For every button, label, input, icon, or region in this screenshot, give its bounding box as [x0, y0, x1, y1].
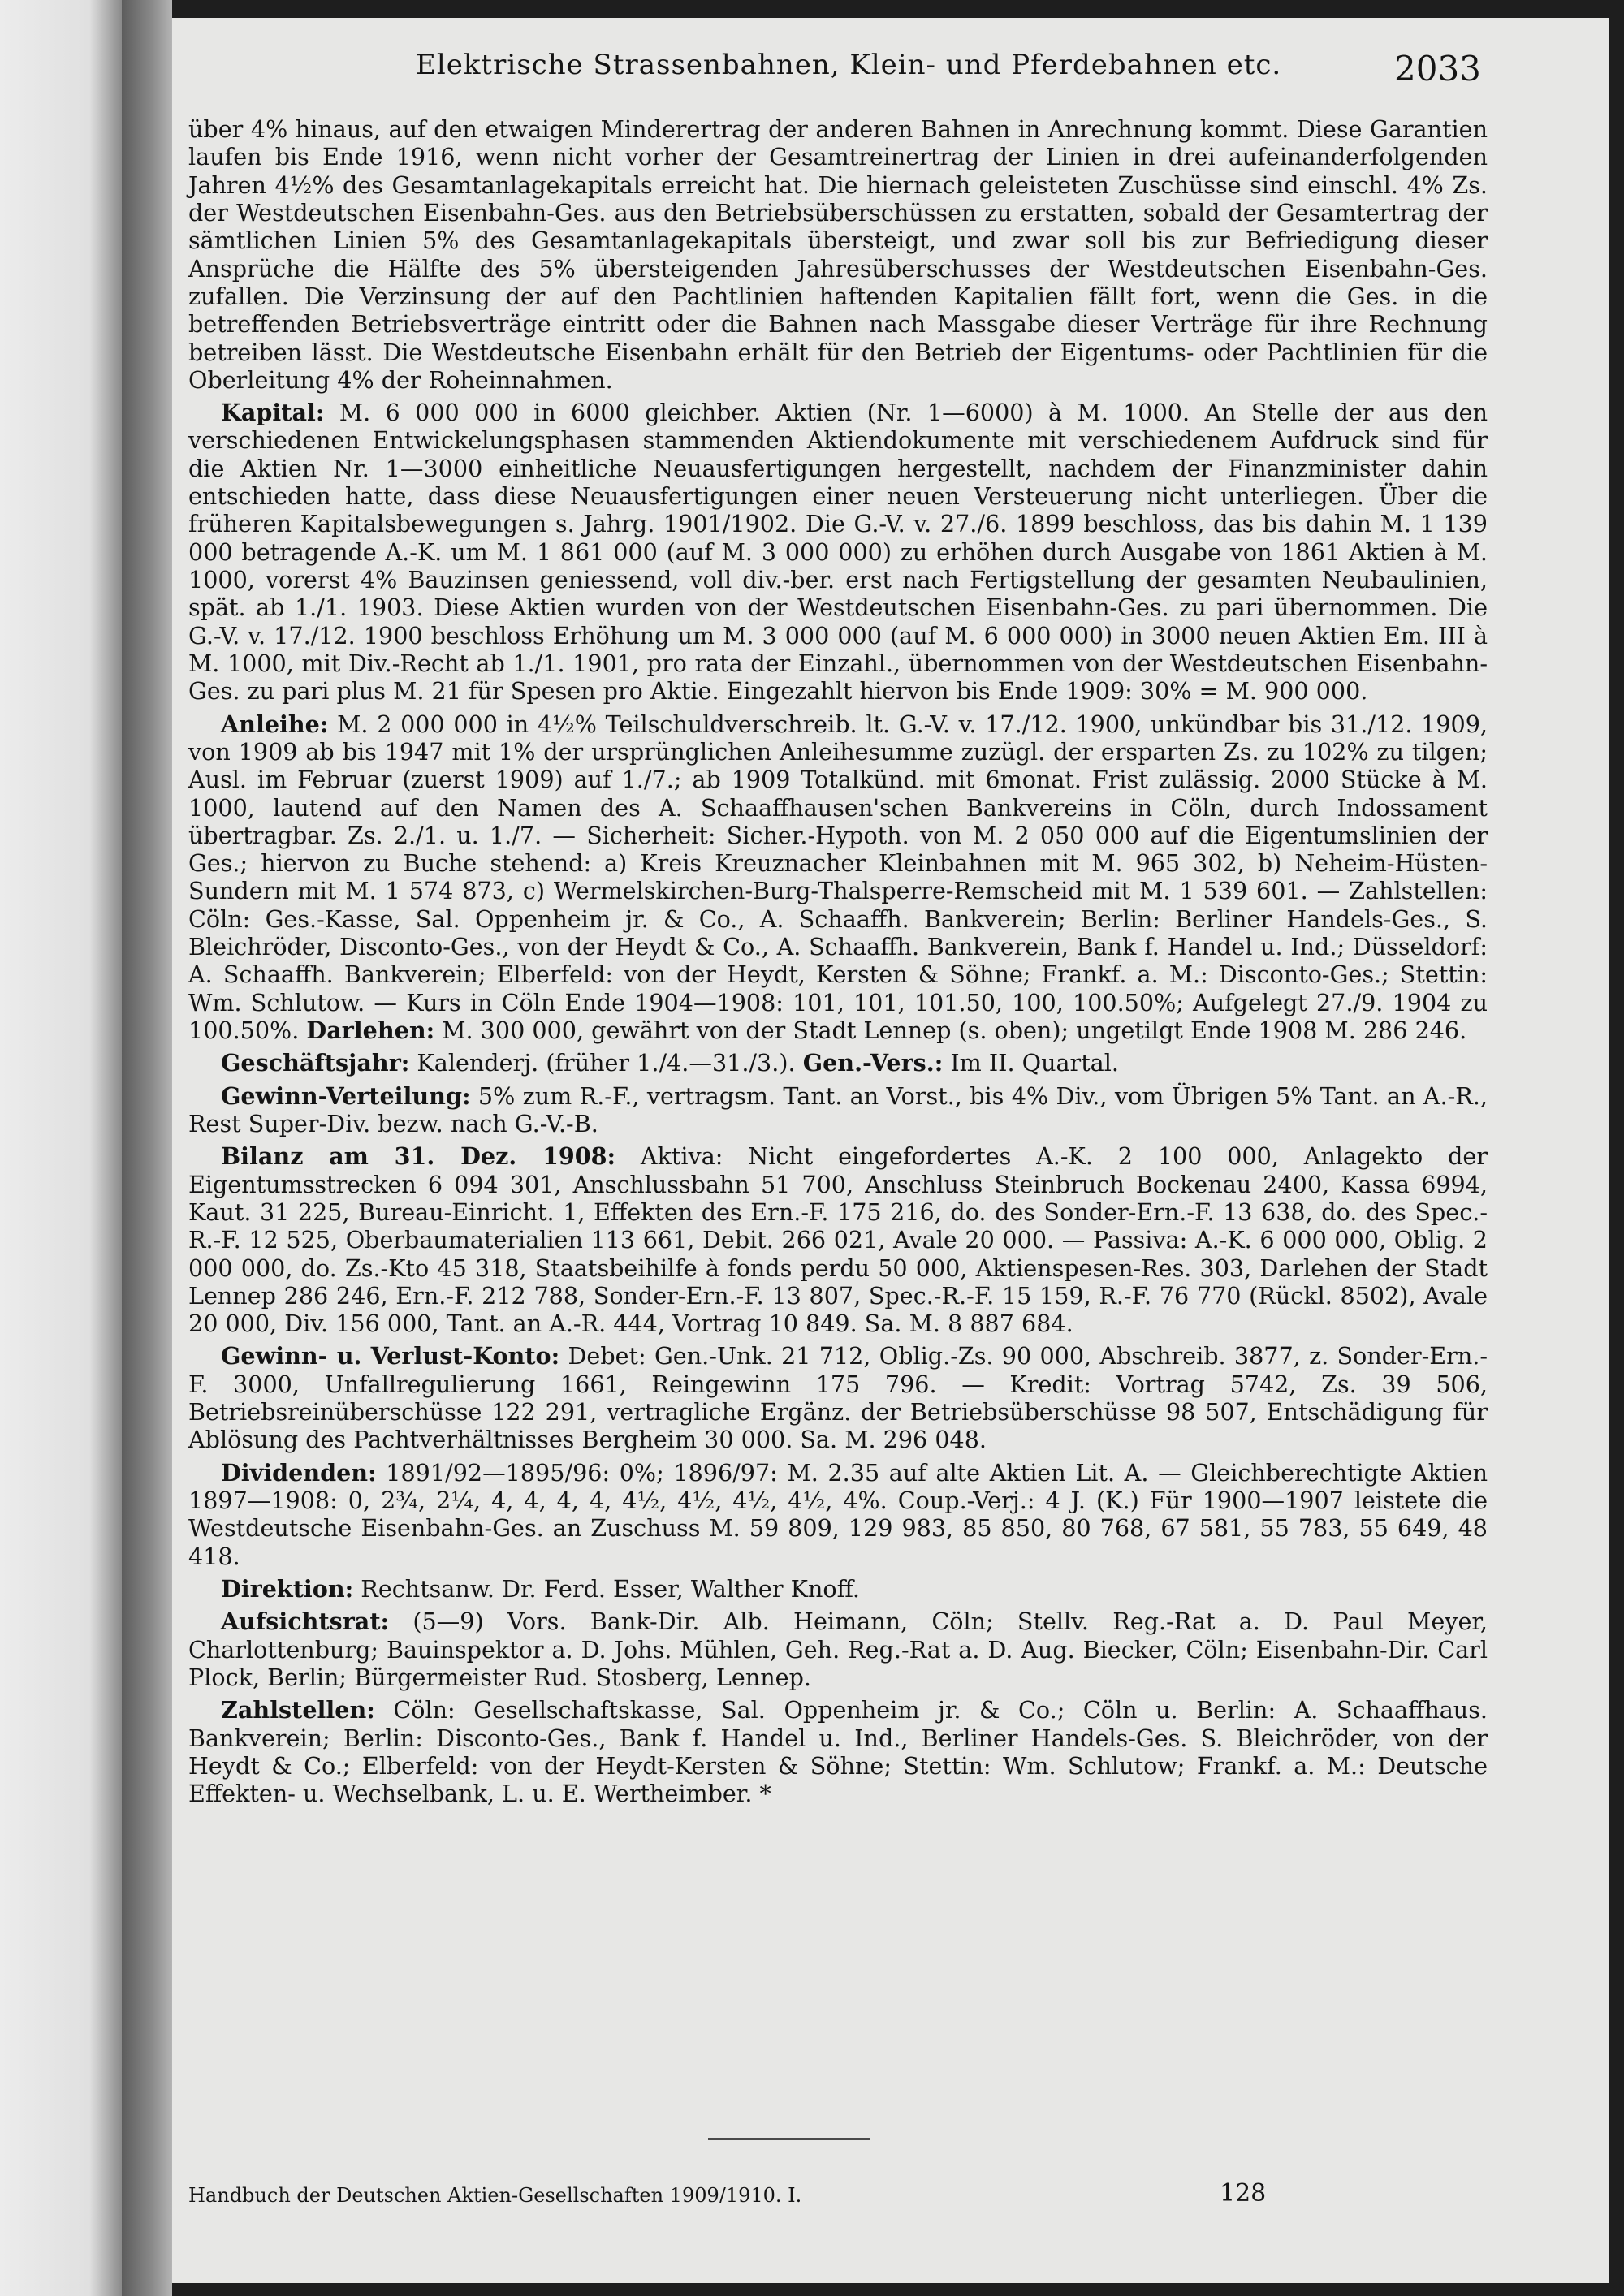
zahlstellen-paragraph: [188, 1696, 1488, 1807]
article-body: [188, 115, 1488, 1812]
page-number: 2033: [1394, 49, 1481, 88]
running-title: Elektrische Strassenbahnen, Klein- und Pferdebahnen etc.: [416, 49, 1282, 81]
footer-rule: [708, 2138, 870, 2140]
direktion-paragraph: [188, 1575, 1488, 1603]
footer-book-title: Handbuch der Deutschen Aktien-Gesellschaften 1909/1910. I.: [188, 2184, 802, 2207]
page-header: [172, 49, 1609, 97]
gewinnverteilung-term: Gewinn-Verteilung:: [221, 1081, 471, 1110]
gewinnverlust-paragraph: [188, 1342, 1488, 1453]
anleihe-text: M. 2 000 000 in 4½% Teilschuldverschreib. lt. G.-V. v. 17./12. 1900, unkündbar bis 31./12. 1909, von 1909 ab bis 1947 mit 1% der ursprünglichen Anleihesumme zuzügl. der ersparten Zs. zu 102% zu tilgen; Ausl. im Februar (zuerst 1909) auf 1./7.; ab 1909 Totalkünd. mit 6monat. Frist zulässig. 2000 Stücke à M. 1000, lautend auf den Namen des A. Schaaffhausen'schen Bankvereins in Cöln, durch Indossament übertragbar. Zs. 2./1. u. 1./7. — Sicherheit: Sicher.-Hypoth. von M. 2 050 000 auf die Eigentumslinien der Ges.; hiervon zu Buche stehend: a) Kreis Kreuznacher Kleinbahnen mit M. 965 302, b) Neheim-Hüsten-Sundern mit M. 1 574 873, c) Wermelskirchen-Burg-Thalsperre-Remscheid mit M. 1 539 601. — Zahlstellen: Cöln: Ges.-Kasse, Sal. Oppenheim jr. & Co., A. Schaaffh. Bankverein; Berlin: Berliner Handels-Ges., S. Bleichröder, Disconto-Ges., von der Heydt & Co., A. Schaaffh. Bankverein, Bank f. Handel u. Ind.; Düsseldorf: A. Schaaffh. Bankverein; Elberfeld: von der Heydt, Kersten & Söhne; Frankf. a. M.: Disconto-Ges.; Stettin: Wm. Schlutow. — Kurs in Cöln Ende 1904—1908: 101, 101, 101.50, 100, 100.50%; Aufgelegt 27./9. 1904 zu 100.50%.: [188, 710, 1488, 1044]
anleihe-paragraph: [188, 710, 1488, 1045]
anleihe-term: Anleihe:: [221, 710, 329, 738]
aufsichtsrat-text: (5—9) Vors. Bank-Dir. Alb. Heimann, Cöln; Stellv. Reg.-Rat a. D. Paul Meyer, Charlottenburg; Bauinspektor a. D. Johs. Mühlen, Geh. Reg.-Rat a. D. Aug. Biecker, Cöln; Eisenbahn-Dir. Carl Plock, Berlin; Bürgermeister Rud. Stosberg, Lennep.: [188, 1608, 1488, 1691]
zahlstellen-term: Zahlstellen:: [221, 1696, 375, 1724]
darlehen-text: M. 300 000, gewährt von der Stadt Lennep (s. oben); ungetilgt Ende 1908 M. 286 246.: [434, 1016, 1467, 1044]
left-page-strip: [0, 0, 122, 2296]
direktion-term: Direktion:: [221, 1574, 354, 1603]
document-page: [172, 18, 1609, 2283]
zahlstellen-text: Cöln: Gesellschaftskasse, Sal. Oppenheim jr. & Co.; Cöln u. Berlin: A. Schaaffhaus. Bankverein; Berlin: Disconto-Ges., Bank f. Handel u. Ind., Berliner Handels-Ges. S. Bleichröder, von der Heydt & Co.; Elberfeld: von der Heydt-Kersten & Söhne; Stettin: Wm. Schlutow; Frankf. a. M.: Deutsche Effekten- u. Wechselbank, L. u. E. Wertheimber. *: [188, 1696, 1488, 1808]
aufsichtsrat-paragraph: [188, 1608, 1488, 1691]
geschaeftsjahr-paragraph: [188, 1049, 1488, 1077]
kapital-term: Kapital:: [221, 399, 325, 427]
gewinnverlust-text: Debet: Gen.-Unk. 21 712, Oblig.-Zs. 90 000, Abschreib. 3877, z. Sonder-Ern.-F. 3000, Unfallregulierung 1661, Reingewinn 175 796. — Kredit: Vortrag 5742, Zs. 39 506, Betriebsreinüberschüsse 122 291, vertragliche Ergänz. der Betriebsüberschüsse 98 507, Entschädigung für Ablösung des Pachtverhältnisses Bergheim 30 000. Sa. M. 296 048.: [188, 1342, 1488, 1454]
kapital-paragraph: [188, 399, 1488, 705]
bilanz-text: Aktiva: Nicht eingefordertes A.-K. 2 100 000, Anlagekto der Eigentumsstrecken 6 094 301, Anschlussbahn 51 700, Anschluss Steinbruch Bockenau 2400, Kassa 6994, Kaut. 31 225, Bureau-Einricht. 1, Effekten des Ern.-F. 175 216, do. des Sonder-Ern.-F. 13 638, do. des Spec.-R.-F. 12 525, Oberbaumaterialien 113 661, Debit. 266 021, Avale 20 000. — Passiva: A.-K. 6 000 000, Oblig. 2 000 000, do. Zs.-Kto 45 318, Staatsbeihilfe à fonds perdu 50 000, Aktienspesen-Res. 303, Darlehen der Stadt Lennep 286 246, Ern.-F. 212 788, Sonder-Ern.-F. 13 807, Spec.-R.-F. 15 159, R.-F. 76 770 (Rückl. 8502), Avale 20 000, Div. 156 000, Tant. an A.-R. 444, Vortrag 10 849. Sa. M. 8 887 684.: [188, 1142, 1488, 1338]
footer-signature: 128: [1220, 2179, 1267, 2208]
gewinnverteilung-paragraph: [188, 1082, 1488, 1138]
intro-paragraph: über 4% hinaus, auf den etwaigen Minderertrag der anderen Bahnen in Anrechnung kommt. Diese Garantien laufen bis Ende 1916, wenn nicht vorher der Gesamtreinertrag der Linien in drei aufeinanderfolgenden Jahren 4½% des Gesamtanlagekapitals erreicht hat. Die hiernach geleisteten Zuschüsse sind einschl. 4% Zs. der Westdeutschen Eisenbahn-Ges. aus den Betriebsüberschüssen zu erstatten, sobald der Gesamtertrag der sämtlichen Linien 5% des Gesamtanlagekapitals übersteigt, und zwar soll bis zur Befriedigung dieser Ansprüche die Hälfte des 5% übersteigenden Jahresüberschusses der Westdeutschen Eisenbahn-Ges. zufallen. Die Verzinsung der auf den Pachtlinien haftenden Kapitalien fällt fort, wenn die Ges. in die betreffenden Betriebsverträge eintritt oder die Bahnen nach Massgabe dieser Verträge für ihre Rechnung betreiben lässt. Die Westdeutsche Eisenbahn erhält für den Betrieb der Eigentums- oder Pachtlinien für die Oberleitung 4% der Roheinnahmen.: [188, 115, 1488, 394]
book-gutter: [122, 0, 172, 2296]
gen-vers-term: Gen.-Vers.:: [802, 1049, 944, 1077]
dividenden-text: 1891/92—1895/96: 0%; 1896/97: M. 2.35 auf alte Aktien Lit. A. — Gleichberechtigte Aktien 1897—1908: 0, 2¾, 2¼, 4, 4, 4, 4, 4½, 4½, 4½, 4½, 4%. Coup.-Verj.: 4 J. (K.) Für 1900—1907 leistete die Westdeutsche Eisenbahn-Ges. an Zuschuss M. 59 809, 129 983, 85 850, 80 768, 67 581, 55 783, 55 649, 48 418.: [188, 1458, 1488, 1570]
gen-vers-text: Im II. Quartal.: [943, 1049, 1119, 1077]
aufsichtsrat-term: Aufsichtsrat:: [221, 1608, 390, 1636]
dividenden-paragraph: [188, 1459, 1488, 1570]
darlehen-term: Darlehen:: [306, 1016, 435, 1044]
kapital-text: M. 6 000 000 in 6000 gleichber. Aktien (Nr. 1—6000) à M. 1000. An Stelle der aus den verschiedenen Entwickelungsphasen stammenden Aktiendokumente mit verschiedenem Aufdruck sind für die Aktien Nr. 1—3000 einheitliche Neuausfertigungen hergestellt, nachdem der Finanzminister dahin entschieden hatte, dass diese Neuausfertigungen einer neuen Versteuerung nicht unterliegen. Über die früheren Kapitalsbewegungen s. Jahrg. 1901/1902. Die G.-V. v. 27./6. 1899 beschloss, das bis dahin M. 1 139 000 betragende A.-K. um M. 1 861 000 (auf M. 3 000 000) zu erhöhen durch Ausgabe von 1861 Aktien à M. 1000, vorerst 4% Bauzinsen geniessend, voll div.-ber. erst nach Fertigstellung der gesamten Neubaulinien, spät. ab 1./1. 1903. Diese Aktien wurden von der Westdeutschen Eisenbahn-Ges. zu pari übernommen. Die G.-V. v. 17./12. 1900 beschloss Erhöhung um M. 3 000 000 (auf M. 6 000 000) in 3000 neuen Aktien Em. III à M. 1000, mit Div.-Recht ab 1./1. 1901, pro rata der Einzahl., übernommen von der Westdeutschen Eisenbahn-Ges. zu pari plus M. 21 für Spesen pro Aktie. Eingezahlt hiervon bis Ende 1909: 30% = M. 900 000.: [188, 399, 1488, 706]
geschaeftsjahr-text: Kalenderj. (früher 1./4.—31./3.).: [409, 1049, 803, 1077]
dividenden-term: Dividenden:: [221, 1458, 377, 1487]
bilanz-paragraph: [188, 1142, 1488, 1337]
bilanz-term: Bilanz am 31. Dez. 1908:: [221, 1142, 616, 1171]
geschaeftsjahr-term: Geschäftsjahr:: [221, 1049, 410, 1077]
direktion-text: Rechtsanw. Dr. Ferd. Esser, Walther Knoff.: [353, 1574, 860, 1603]
gewinnverteilung-text: 5% zum R.-F., vertragsm. Tant. an Vorst., bis 4% Div., vom Übrigen 5% Tant. an A.-R., Rest Super-Div. bezw. nach G.-V.-B.: [188, 1081, 1488, 1137]
gewinnverlust-term: Gewinn- u. Verlust-Konto:: [221, 1342, 560, 1370]
